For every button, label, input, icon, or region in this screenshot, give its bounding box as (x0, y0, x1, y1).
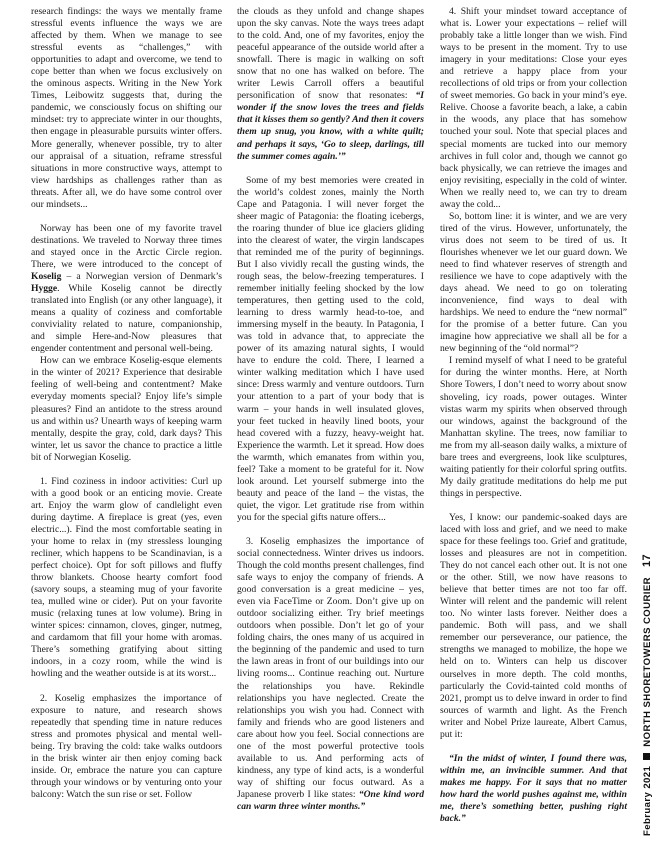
paragraph: So, bottom line: it is winter, and we are very tired of the virus. However, unfortunately, the virus does not seem to be tired of us. It flourishes whenever we let our guard down. We need to find whatever reserves of strength and resilience we have to cope adaptively with the days ahead. We need to go on tolerating inconvenience, find ways to deal with hardships. We need to endure the “new normal” for the promise of a better future. Can you imagine how appreciative we shall all be for a new beginning of the “old normal”? (440, 210, 627, 355)
page-number: 17 (641, 553, 653, 567)
text-run: the clouds as they unfold and change shapes upon the sky canvas. Note the ways trees adapt to the cold. And, one of my favorites, enjoy the peaceful appearance of the outside world after a snowfall. There is magic in walking on soft snow that no one has walked on before. The writer Lewis Carroll offers a beautiful personification of snow that resonates: (237, 6, 424, 102)
publication-name: NORTH SHORETOWERS COURIER (642, 577, 653, 747)
text-run: 3. Koselig emphasizes the importance of social connectedness. Winter drives us indoors. Though the cold months present challenges, find safe ways to enjoy the company of friends. A good conversation is a great medicine – yes, even via FaceTime or Zoom. Don’t give up on outdoor socializing either. Try brief meetings outdoors when possible. Don’t let go of your folding chairs, the ones many of us acquired in the beginning of the pandemic and used to turn the lawn areas in front of our buildings into our living rooms... Continue reaching out. Nurture the relationships you have. Rekindle relationships you have neglected. Create the relationships you wish you had. Connect with family and friends who are good listeners and care about how you feel. Social connections are one of the most powerful protective tools available to us. And performing acts of kindness, any type of kind acts, is a wonderful way of shifting our focus outward. As a Japanese proverb I like states: (237, 535, 424, 800)
article-column-3 (440, 6, 627, 825)
japanese-proverb-quote: “One kind word can warm three winter months.” (237, 788, 425, 812)
article-column-2 (237, 6, 424, 813)
text-run: . While Koselig cannot be directly translated into English (or any other language), it means a quality of coziness and comfortable conviviality related to nature, companionship, and simple Here-and-Now pleasures that engender contentment and personal well-being. (31, 283, 222, 355)
text-run: – a Norwegian version of Denmark’s (61, 270, 222, 282)
camus-quote: “In the midst of winter, I found there was, within me, an invincible summer. And that makes me happy. For it says that no matter how hard the world pushes against me, within me, there’s something better, pushing right back.” (440, 752, 627, 825)
separator-square-icon (643, 753, 650, 760)
paragraph: Some of my best memories were created in the world’s coldest zones, mainly the North Cape and Patagonia. I will never forget the sheer magic of Patagonia: the floating icebergs, the roaring thunder of blue ice glaciers gliding into the clearest of water, the virgin landscapes that reminded me of the purity of beginnings. But I also vividly recall the gusting winds, the rough seas, the below-freezing temperatures. I remember initially feeling shocked by the low temperatures, then getting used to the cold, learning to dress warmly head-to-toe, and immersing myself in the beauty. In Patagonia, I was told in advance that, to appreciate the power of its amazing natural sights, I would have to endure the cold. There, I learned a winter walking meditation which I have used since: Dress warmly and venture outdoors. Turn your attention to a part of your body that is warm – your hands in well insulated gloves, your feet tucked in heavily lined boots, your head covered with a fuzzy, heavy-weight hat. Experience the warmth. Let it spread. How does the warmth, which emanates from within you, feel? Take a moment to be grateful for it. Now look around. Let yourself submerge into the beauty and peace of the land – the vistas, the quiet, the vigor. Let gratitude rise from within you for the special gifts nature offers... (237, 174, 424, 523)
article-column-1 (31, 6, 222, 801)
text-run: Norway has been one of my favorite travel destinations. We traveled to Norway three times and stayed once in the Arctic Circle region. There, we were introduced to the concept of (31, 222, 222, 270)
paragraph (237, 536, 424, 813)
paragraph: Yes, I know: our pandemic-soaked days are laced with loss and grief, and we need to make space for these feelings too. Grief and gratitude, losses and pleasures are not in competition. They do not cancel each other out. It is not one or the other. Still, we now have reasons to believe that better times are not too far off. Winter will relent and the pandemic will relent too. No winter lasts forever. Neither does a pandemic. Both will pass, and we shall remember our perseverance, our patience, the strengths we managed to mobilize, the hope we held on to. Winters can help us discover ourselves in more depth. The cold months, particularly the Covid-tainted cold months of 2021, prompt us to delve inward in order to find sources of warmth and light. As the French writer and Nobel Prize laureate, Albert Camus, put it: (440, 511, 627, 740)
term-koselig: Koselig (31, 270, 62, 282)
paragraph (31, 223, 222, 356)
issue-date: February 2021 (642, 765, 653, 836)
paragraph (237, 6, 424, 163)
paragraph: 2. Koselig emphasizes the importance of exposure to nature, and research shows repeatedly that spending time in nature reduces stress and promotes physical and mental well-being. Try braving the cold: take walks outdoors in the brisk winter air then enjoy coming back inside. Or, embrace the nature you can capture through your windows or by venturing onto your balcony: Watch the sun rise or set. Follow (31, 692, 222, 800)
paragraph: 4. Shift your mindset toward acceptance of what is. Lower your expectations – relief will probably take a little longer than we wish. Find ways to be present in the moment. Try to use imagery in your meditations: Close your eyes and retrieve a happy place from your recollections of old trips or from your collection of sweet memories. Go back in your mind’s eye. Relive. Choose a favorite beach, a lake, a cabin in the woods, any place that has somehow touched your soul. Note that special places and special moments are tucked into our memory archives in full color and, though we cannot go back physically, we can retrieve the images and enjoy revisiting, especially in the cold of winter. When we really need to, we can try to dream away the cold... (440, 6, 627, 210)
page-footer (641, 554, 653, 836)
paragraph: How can we embrace Koselig-esque elements in the winter of 2021? Experience that desirable feeling of well-being and contentment? Make everyday moments special? Enjoy life’s simple pleasures? Find an antidote to the stress around us and within us? Unearth ways of keeping warm mentally, despite the gray, cold, dark days? This winter, let us savor the chance to practice a little bit of Norwegian Koselig. (31, 355, 222, 463)
term-hygge: Hygge (31, 283, 58, 295)
paragraph: 1. Find coziness in indoor activities: Curl up with a good book or an enticing movie. Create art. Enjoy the warm glow of candlelight even during daytime. A fireplace is great (yes, even electric...). Find the most comfortable seating in your home to relax in (my stressless lounging recliner, which happens to be Scandinavian, is a perfect choice). Opt for soft pillows and fluffy throw blankets. Choose hearty comfort food (savory soups, a steaming mug of your favorite tea, mulled wine or cider). Put on your favorite music (relaxing tunes at low volume). Bring in winter spices: cinnamon, cloves, ginger, nutmeg, and cardamom that fill your home with aromas. There’s something gratifying about sitting indoors, in a cozy room, while the wind is howling and the weather outside is at its worst... (31, 475, 222, 680)
paragraph: research findings: the ways we mentally frame stressful events influence the ways we are affected by them. When we manage to see stressful events as “challenges,” with opportunities to adapt and overcome, we tend to cope better than when we focus exclusively on the ominous aspects. Writing in the New York Times, Leibowitz suggests that, during the pandemic, we consciously focus on shifting our mindset: try to appreciate winter in our thoughts, then engage in pleasurable pursuits winter offers. More generally, whenever possible, try to alter our appraisal of a situation, reframe stressful situations in more constructive ways, attempt to view hardships as challenges rather than as threats. After all, we do have some control over our mindsets... (31, 6, 222, 210)
carroll-quote: “I wonder if the snow loves the trees and fields that it kisses them so gently? And then it covers them up snug, you know, with a white quilt; and perhaps it says, ‘Go to sleep, darlings, till the summer comes again.’” (237, 90, 424, 162)
paragraph: I remind myself of what I need to be grateful for during the winter months. Here, at North Shore Towers, I don’t need to worry about snow shoveling, icy roads, power outages. Winter vistas warm my spirits when observed through our windows, against the background of the Manhattan skyline. The trees, now familiar to me from my all-season daily walks, a mixture of bare trees and evergreens, look like sculptures, waiting patiently for their colorful spring outfits. My daily gratitude meditations do help me put things in perspective. (440, 355, 627, 499)
